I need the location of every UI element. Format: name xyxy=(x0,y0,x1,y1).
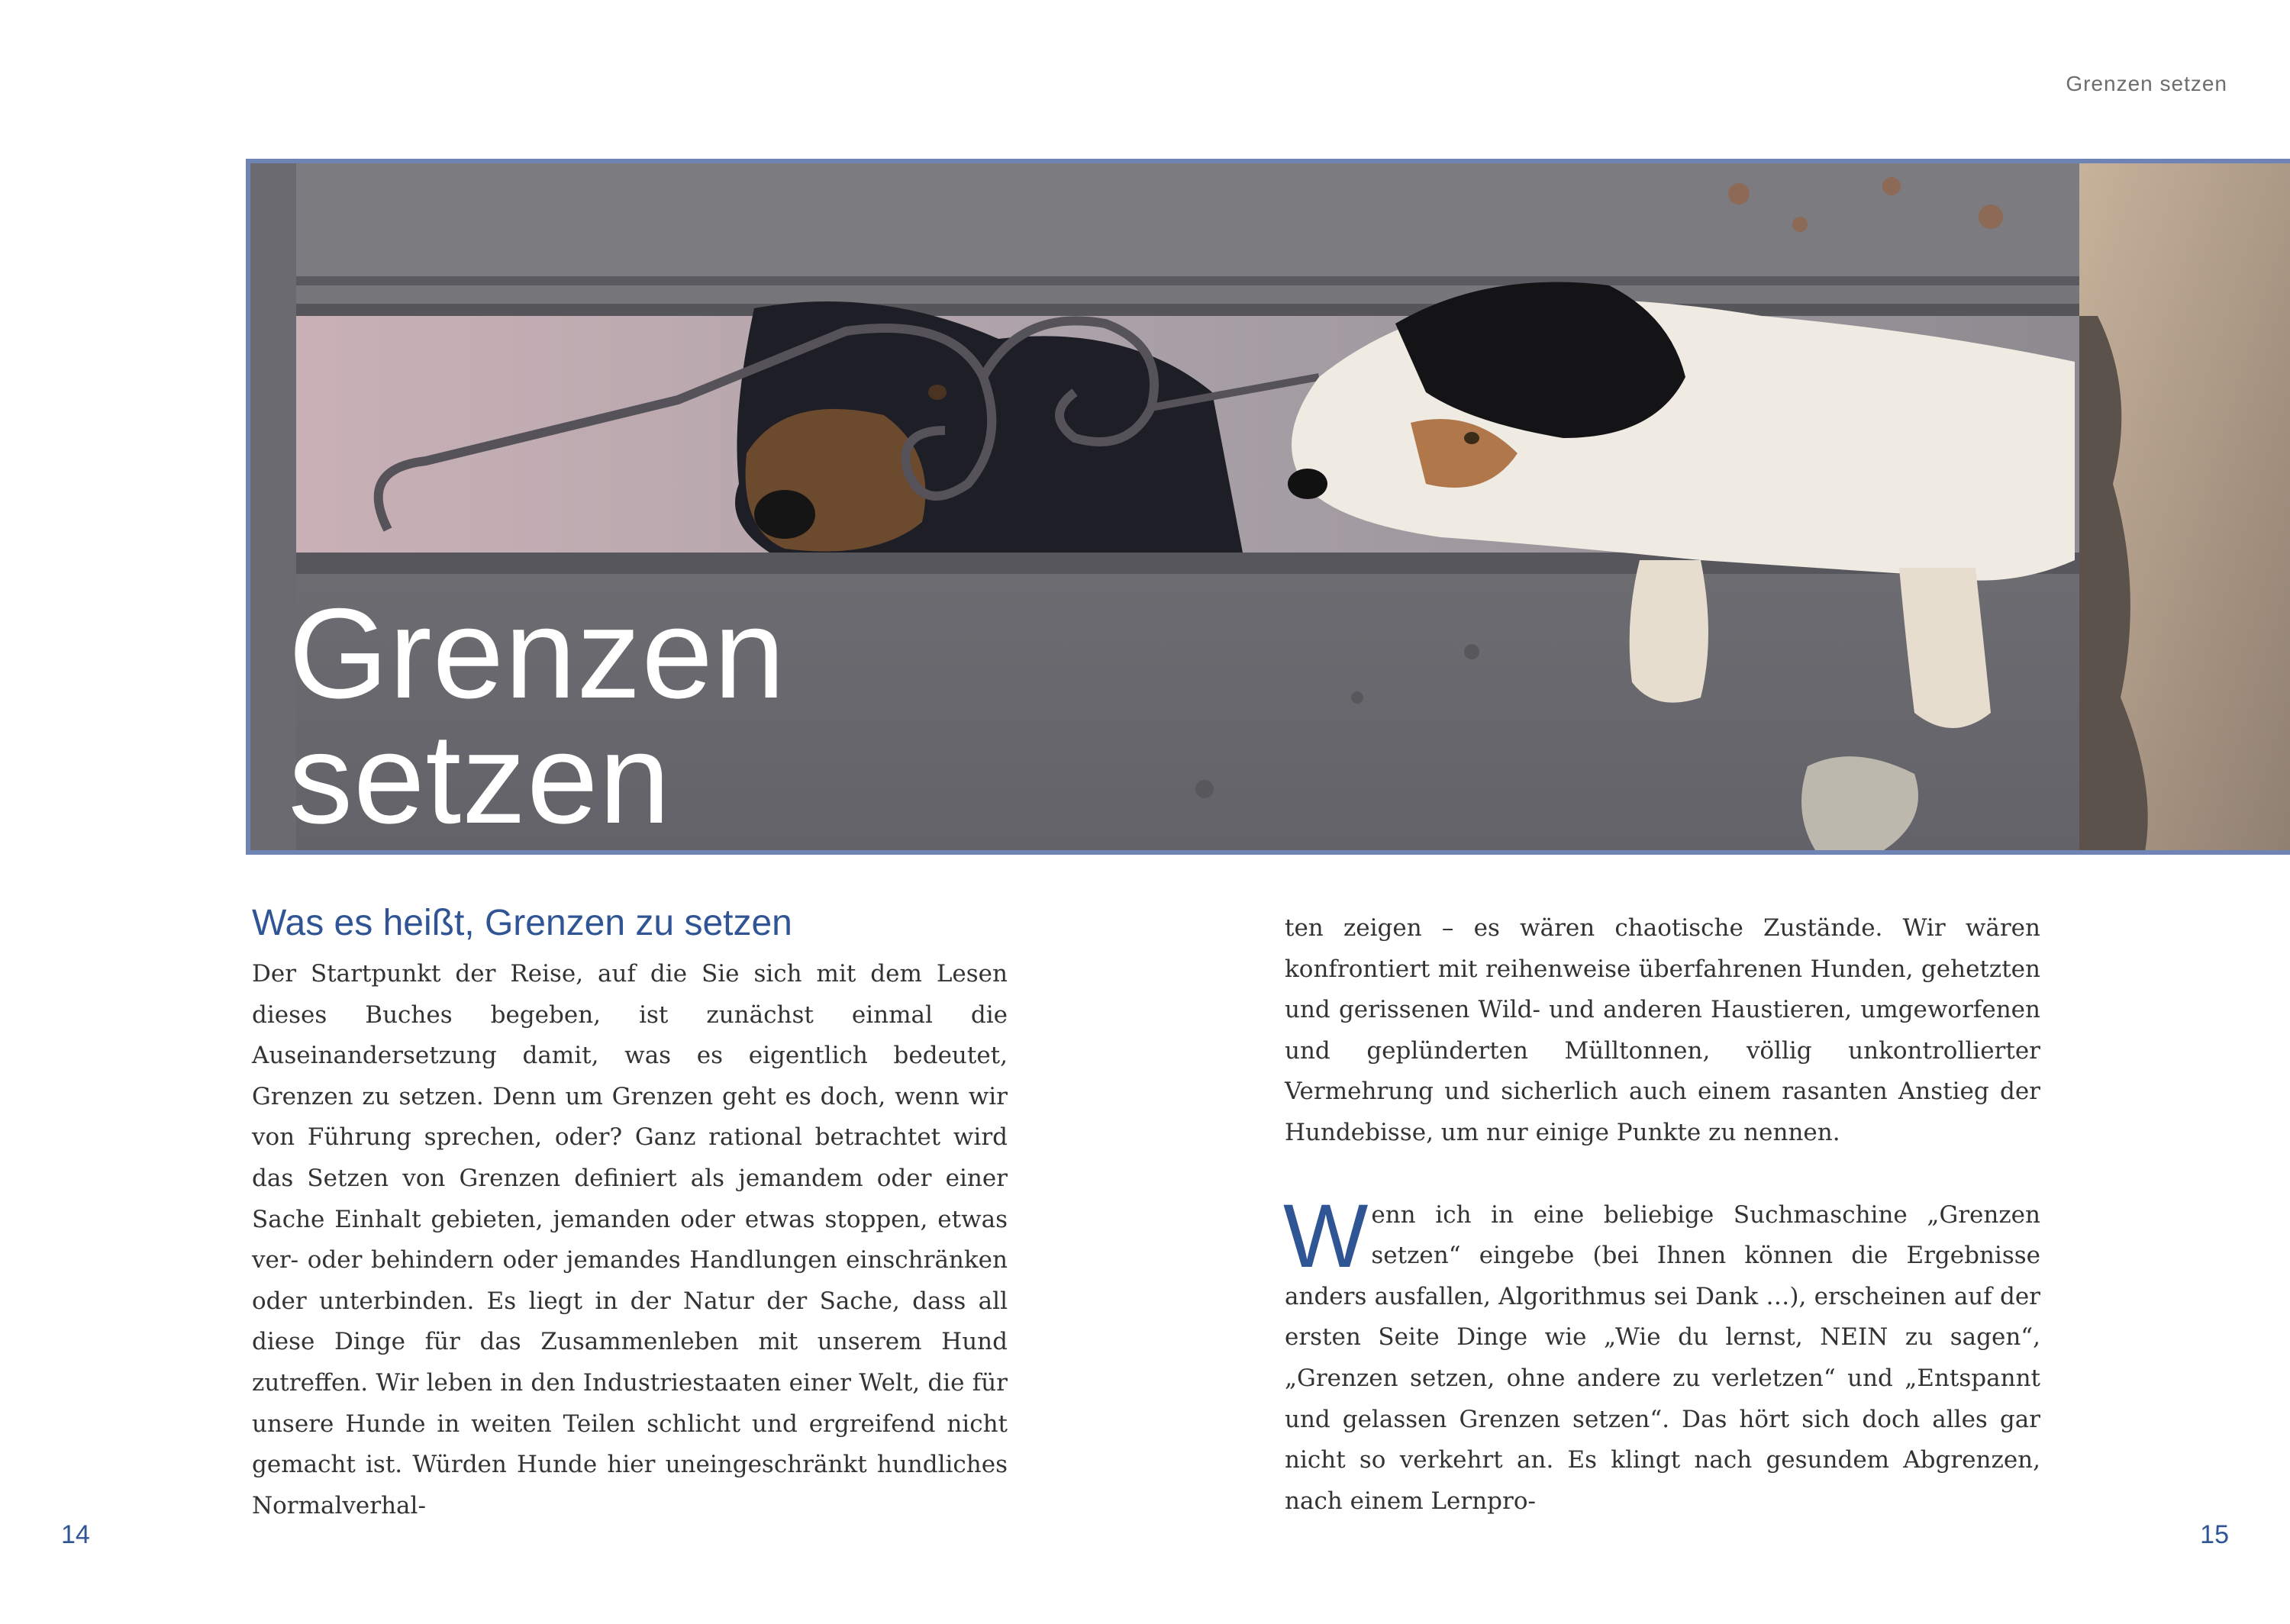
chapter-title xyxy=(289,582,786,850)
right-column xyxy=(1285,908,2040,1522)
right-body-paragraph-2-text: enn ich in eine beliebige Suchmaschine „Grenzen setzen“ eingebe (bei Ihnen können die Ergebnisse anders ausfallen, Algorithmus sei Dank …), erscheinen auf der ersten Seite Dinge wie „Wie du lernst, NEIN zu sagen“, „Grenzen setzen, ohne andere zu verletzen“ und „Entspannt und gelassen Grenzen setzen“. Das hört sich doch alles gar nicht so verkehrt an. Es klingt nach gesundem Abgrenzen, nach einem Lernpro- xyxy=(1285,1200,2040,1515)
drop-cap: W xyxy=(1283,1185,1369,1287)
chapter-title-line-2: setzen xyxy=(289,707,671,850)
chapter-title-line-1: Grenzen xyxy=(289,582,786,725)
section-heading: Was es heißt, Grenzen zu setzen xyxy=(252,903,792,943)
chapter-photo xyxy=(246,159,2290,855)
right-body-paragraph-1: ten zeigen – es wären chaotische Zustände. Wir wären konfrontiert mit reihenweise überfahrenen Hunden, gehetzten und gerissenen Wild- und anderen Haustieren, umgeworfenen und geplünderten Mülltonnen, völlig unkontrollierter Vermehrung und sicherlich auch einem rasanten Anstieg der Hundebisse, um nur einige Punkte zu nennen. xyxy=(1285,914,2040,1146)
right-body-paragraph-2 xyxy=(1283,1185,2040,1522)
page-number-left: 14 xyxy=(61,1520,90,1549)
left-column xyxy=(252,901,1008,1526)
left-body-paragraph: Der Startpunkt der Reise, auf die Sie sich mit dem Lesen dieses Buches begeben, ist zunächst einmal die Auseinandersetzung damit, was es eigentlich bedeutet, Grenzen zu setzen. Denn um Grenzen geht es doch, wenn wir von Führung sprechen, oder? Ganz rational betrachtet wird das Setzen von Grenzen definiert als jemandem oder einer Sache Einhalt gebieten, jemanden oder etwas stoppen, etwas ver- oder behindern oder jemandes Handlungen einschränken oder unterbinden. Es liegt in der Natur der Sache, dass all diese Dinge für das Zusammenleben mit unserem Hund zutreffen. Wir leben in den Industriestaaten einer Welt, die für unsere Hunde in weiten Teilen schlicht und ergreifend nicht gemacht ist. Würden Hunde hier uneingeschränkt hundliches Normalverhal- xyxy=(252,960,1008,1519)
page-number-right: 15 xyxy=(2200,1520,2229,1549)
running-head: Grenzen setzen xyxy=(2066,72,2227,95)
